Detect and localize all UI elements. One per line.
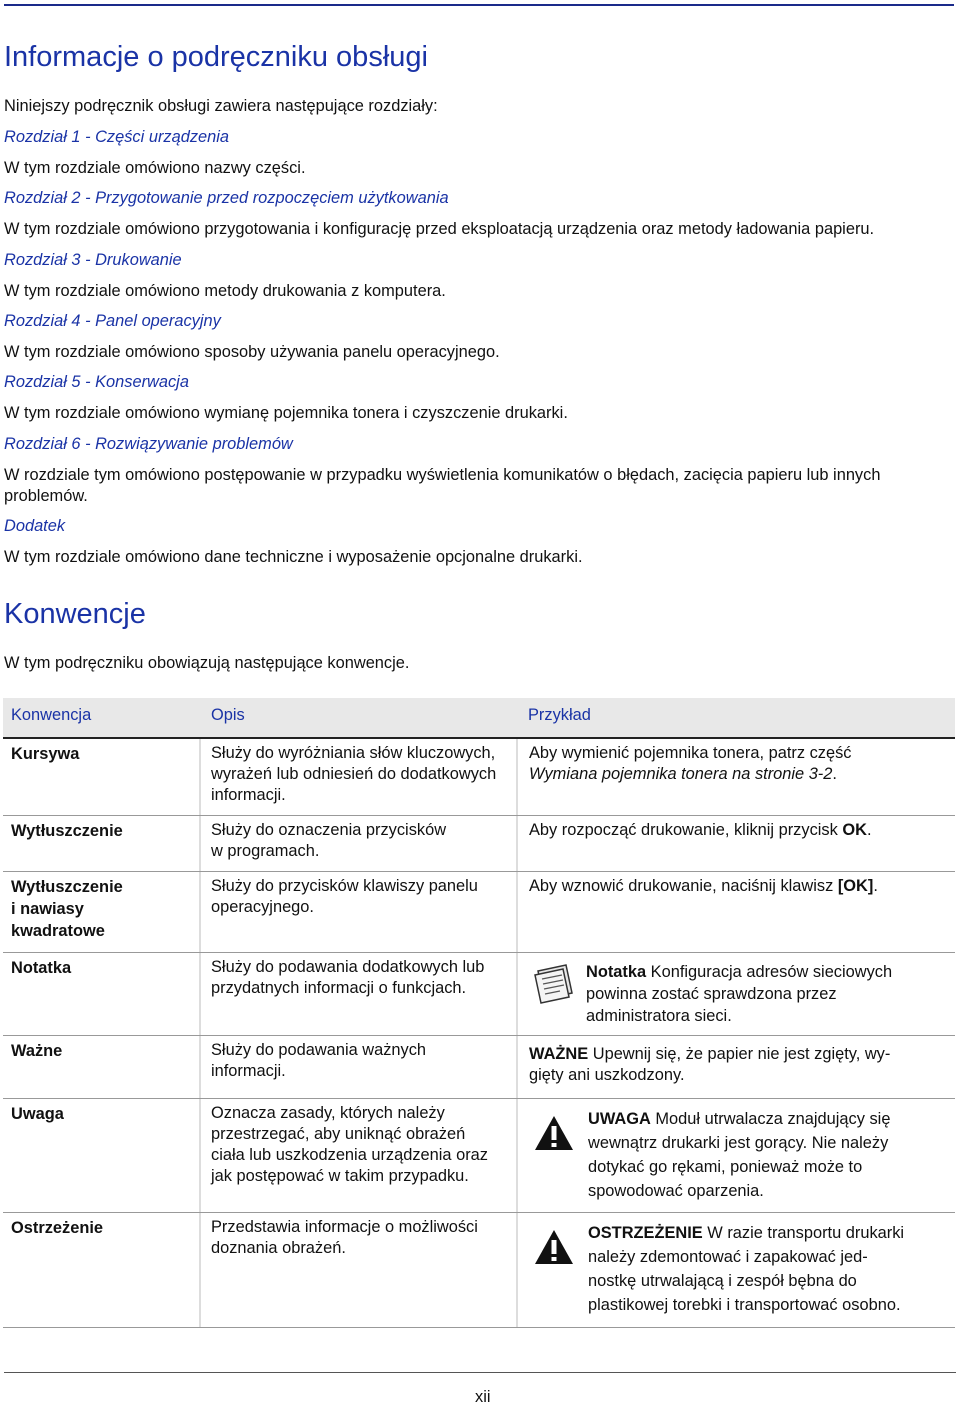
convention-term: Notatka <box>11 959 72 977</box>
convention-example <box>529 1044 949 1086</box>
chapter-text: W tym rozdziale omówiono dane techniczne i wyposażenie opcjonalne drukarki. <box>4 548 583 566</box>
example-bold: WAŻNE <box>529 1045 589 1063</box>
table-row <box>3 1036 955 1099</box>
chapter-heading: Dodatek <box>4 517 66 535</box>
example-italic: Wymiana pojemnika tonera na stronie 3-2 <box>529 765 833 783</box>
example-text: . <box>832 765 837 783</box>
example-text: Aby wznowić drukowanie, naciśnij klawisz <box>529 877 838 895</box>
convention-example <box>529 820 949 841</box>
table-row <box>3 953 955 1036</box>
chapter-heading: Rozdział 2 - Przygotowanie przed rozpoczęciem użytkowania <box>4 189 449 207</box>
example-text: Upewnij się, że papier nie jest zgięty, wy- gięty ani uszkodzony. <box>529 1045 891 1084</box>
convention-desc: Służy do przycisków klawiszy panelu operacyjnego. <box>211 877 478 916</box>
intro-text: Niniejszy podręcznik obsługi zawiera następujące rozdziały: <box>4 97 438 115</box>
convention-example <box>529 743 949 785</box>
bottom-rule <box>4 1372 956 1373</box>
example-bold: OK <box>842 821 867 839</box>
convention-term: Kursywa <box>11 745 80 763</box>
convention-example <box>586 961 936 1027</box>
chapter-heading: Rozdział 6 - Rozwiązywanie problemów <box>4 435 293 453</box>
convention-example <box>588 1221 953 1317</box>
convention-desc: Służy do wyróżniania słów kluczowych, wyrażeń lub odniesień do dodatkowych informacji. <box>211 744 497 804</box>
page-title: Informacje o podręczniku obsługi <box>4 41 428 73</box>
chapter-text: W tym rozdziale omówiono nazwy części. <box>4 159 306 177</box>
page-number: xii <box>475 1388 491 1406</box>
conventions-table <box>3 698 955 1328</box>
example-bold: Notatka <box>586 963 647 981</box>
example-text: Aby rozpocząć drukowanie, kliknij przycisk <box>529 821 843 839</box>
convention-desc: Służy do podawania dodatkowych lub przydatnych informacji o funkcjach. <box>211 958 485 997</box>
table-row <box>3 1099 955 1213</box>
top-rule <box>4 4 954 6</box>
table-header <box>3 698 955 739</box>
example-text: W razie transportu drukarki należy zdemontować i zapakować jed- nostkę utrwalającą i zespół bębna do plastikowej torebki i transportować osobno. <box>588 1224 905 1314</box>
chapter-text: W rozdziale tym omówiono postępowanie w przypadku wyświetlenia komunikatów o błędach, zacięcia papieru lub innych problemów. <box>4 466 881 505</box>
conventions-intro: W tym podręczniku obowiązują następujące konwencje. <box>4 654 410 672</box>
chapter-text: W tym rozdziale omówiono metody drukowania z komputera. <box>4 282 446 300</box>
convention-term: Ostrzeżenie <box>11 1219 104 1237</box>
convention-term: Ważne <box>11 1042 63 1060</box>
chapter-heading: Rozdział 5 - Konserwacja <box>4 373 189 391</box>
example-text: . <box>866 821 872 839</box>
table-row <box>3 816 955 872</box>
convention-term: Uwaga <box>11 1105 64 1123</box>
chapter-text: W tym rozdziale omówiono wymianę pojemnika tonera i czyszczenie drukarki. <box>4 404 568 422</box>
section-title: Konwencje <box>4 598 146 630</box>
chapter-heading: Rozdział 3 - Drukowanie <box>4 251 182 269</box>
convention-term: Wytłuszczenie <box>11 822 123 840</box>
convention-example <box>588 1107 953 1203</box>
convention-desc: Służy do oznaczenia przycisków w programach. <box>211 821 447 860</box>
convention-desc: Oznacza zasady, których należy przestrzegać, aby uniknąć obrażeń ciała lub uszkodzenia urządzenia oraz jak postępować w takim przypadku. <box>211 1104 488 1185</box>
table-row <box>3 739 955 816</box>
example-text: Aby wymienić pojemnika tonera, patrz część <box>529 744 852 762</box>
example-bold: OSTRZEŻENIE <box>588 1224 703 1242</box>
chapter-text: W tym rozdziale omówiono sposoby używania panelu operacyjnego. <box>4 343 500 361</box>
column-header: Konwencja <box>11 706 92 724</box>
example-text: Moduł utrwalacza znajdujący się wewnątrz drukarki jest gorący. Nie należy dotykać go rękami, ponieważ może to spowodować oparzenia. <box>588 1110 891 1200</box>
table-row <box>3 872 955 953</box>
note-icon <box>530 963 576 1007</box>
chapter-heading: Rozdział 1 - Części urządzenia <box>4 128 230 146</box>
example-bold: UWAGA <box>588 1110 651 1128</box>
example-bold: [OK] <box>837 877 874 895</box>
convention-term: Wytłuszczenie i nawiasy kwadratowe <box>11 878 123 940</box>
column-header: Przykład <box>528 706 591 724</box>
warning-icon <box>534 1115 574 1151</box>
chapter-text: W tym rozdziale omówiono przygotowania i konfigurację przed eksploatacją urządzenia oraz metody ładowania papieru. <box>4 220 875 238</box>
column-header: Opis <box>211 706 245 724</box>
convention-desc: Służy do podawania ważnych informacji. <box>211 1041 427 1080</box>
chapter-heading: Rozdział 4 - Panel operacyjny <box>4 312 221 330</box>
table-row <box>3 1213 955 1328</box>
example-text: . <box>873 877 878 895</box>
convention-example <box>529 876 949 897</box>
warning-icon <box>534 1229 574 1265</box>
convention-desc: Przedstawia informacje o możliwości doznania obrażeń. <box>211 1218 478 1257</box>
example-text: Konfiguracja adresów sieciowych powinna zostać sprawdzona przez administratora sieci. <box>586 963 893 1025</box>
